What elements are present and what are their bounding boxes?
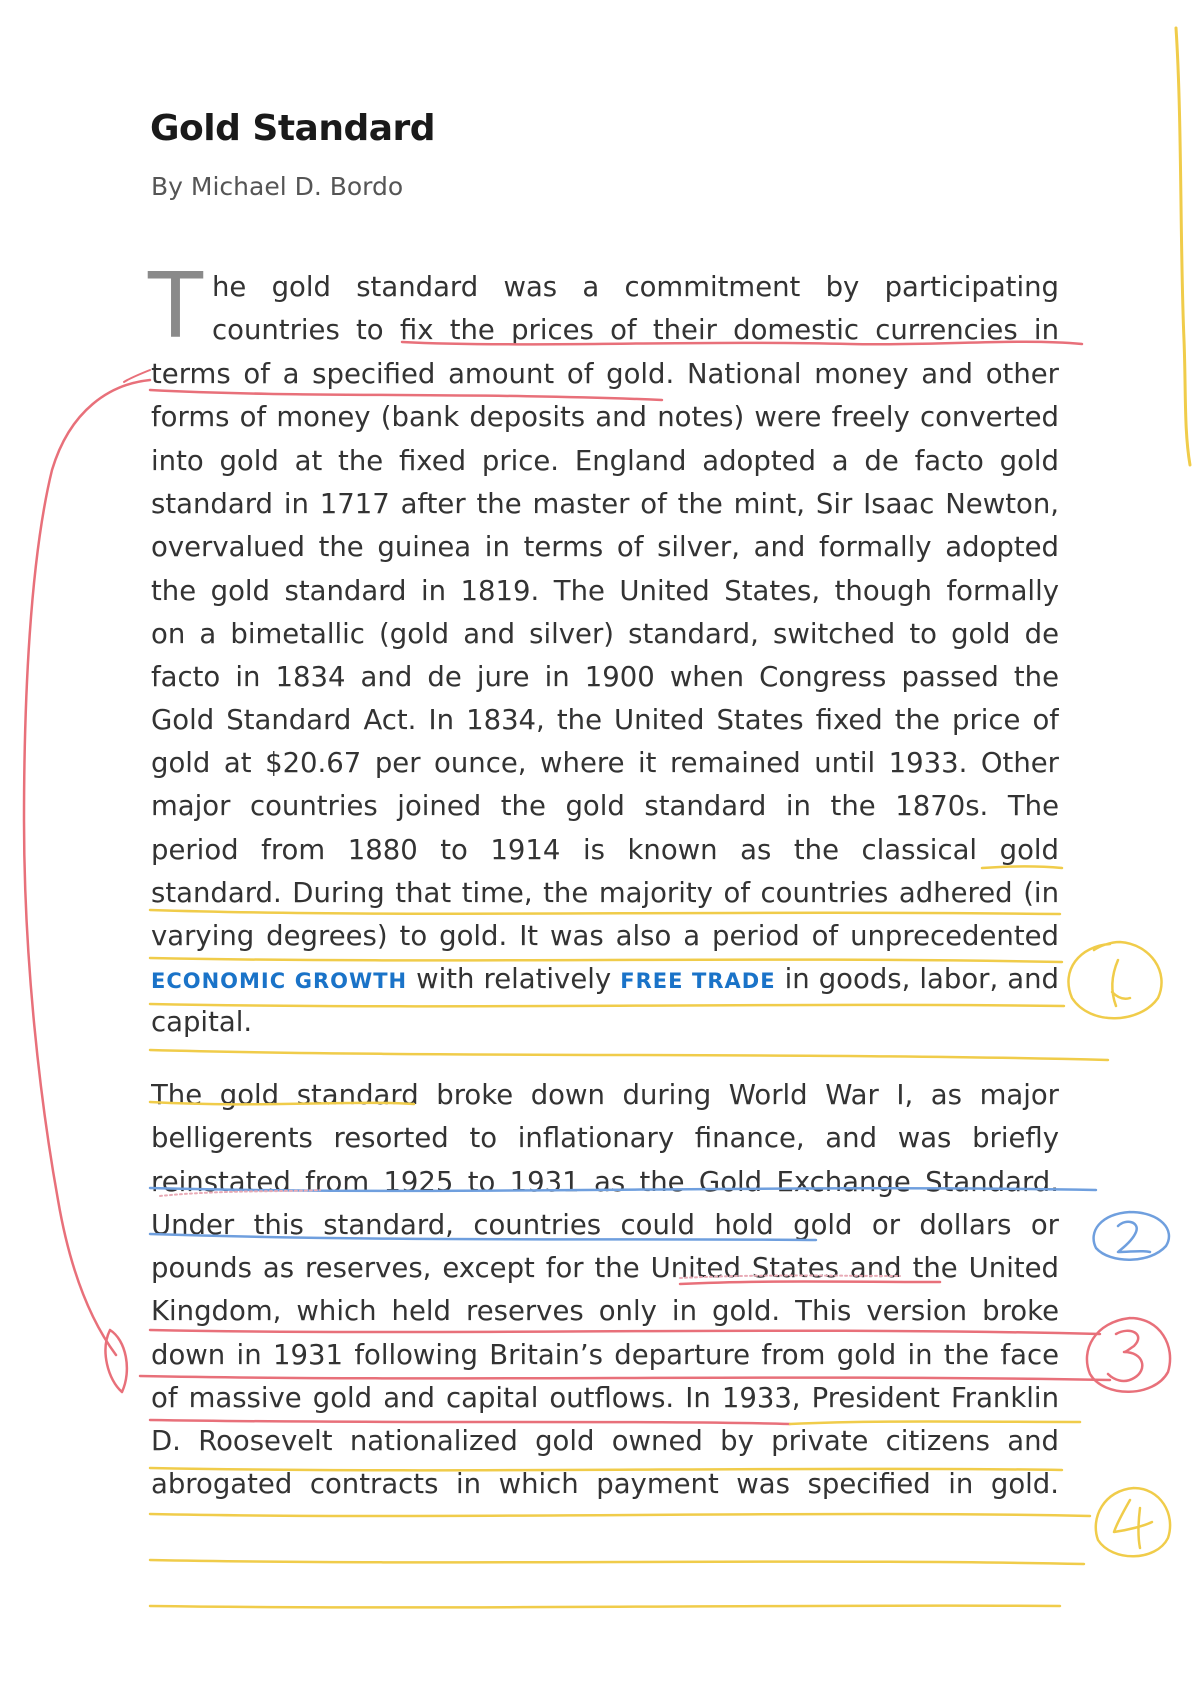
paragraph-1-line: the gold standard in 1819. The United States, though formally xyxy=(151,575,1059,607)
paragraph-2-line: reinstated from 1925 to 1931 as the Gold Exchange Standard. xyxy=(151,1166,1059,1198)
paragraph-2-line: abrogated contracts in which payment was specified in gold. xyxy=(151,1468,1059,1500)
paragraph-1-line: overvalued the guinea in terms of silver, and formally adopted xyxy=(151,531,1059,563)
paragraph-1-line: on a bimetallic (gold and silver) standard, switched to gold de xyxy=(151,618,1059,650)
paragraph-2-line: The gold standard broke down during World War I, as major xyxy=(151,1079,1059,1111)
line-text: in goods, labor, and xyxy=(775,963,1059,995)
paragraph-2-line: belligerents resorted to inflationary finance, and was briefly xyxy=(151,1122,1059,1154)
paragraph-1-last-line: capital. xyxy=(151,1006,253,1038)
link-economic-growth[interactable]: ECONOMIC GROWTH xyxy=(151,969,408,993)
paragraph-2-line: D. Roosevelt nationalized gold owned by private citizens and xyxy=(151,1425,1059,1457)
paragraph-1-line: terms of a specified amount of gold. National money and other xyxy=(151,358,1059,390)
paragraph-2-line: of massive gold and capital outflows. In 1933, President Franklin xyxy=(151,1382,1059,1414)
paragraph-2-line: pounds as reserves, except for the United States and the United xyxy=(151,1252,1059,1284)
drop-cap: T xyxy=(148,254,203,359)
paragraph-1-line-with-links xyxy=(151,959,1059,999)
article-title: Gold Standard xyxy=(150,108,436,149)
paragraph-1-line: facto in 1834 and de jure in 1900 when Congress passed the xyxy=(151,661,1059,693)
paragraph-1-line: standard in 1717 after the master of the mint, Sir Isaac Newton, xyxy=(151,488,1059,520)
paragraph-1-line: Gold Standard Act. In 1834, the United States fixed the price of xyxy=(151,704,1059,736)
paragraph-1-line: period from 1880 to 1914 is known as the classical gold xyxy=(151,834,1059,866)
line-text: with relatively xyxy=(407,963,621,995)
paragraph-1-line: into gold at the fixed price. England adopted a de facto gold xyxy=(151,445,1059,477)
paragraph-1-line: major countries joined the gold standard in the 1870s. The xyxy=(151,790,1059,822)
paragraph-2-line: Under this standard, countries could hold gold or dollars or xyxy=(151,1209,1059,1241)
paragraph-1-line: forms of money (bank deposits and notes) were freely converted xyxy=(151,401,1059,433)
link-free-trade[interactable]: FREE TRADE xyxy=(620,969,776,993)
paragraph-1-line: he gold standard was a commitment by participating xyxy=(212,271,1059,303)
paragraph-2-line: Kingdom, which held reserves only in gold. This version broke xyxy=(151,1295,1059,1327)
article-author: By Michael D. Bordo xyxy=(151,172,404,201)
paragraph-1-line: varying degrees) to gold. It was also a period of unprecedented xyxy=(151,920,1059,952)
paragraph-1-line: countries to fix the prices of their domestic currencies in xyxy=(212,314,1059,346)
paragraph-1-line: gold at $20.67 per ounce, where it remained until 1933. Other xyxy=(151,747,1059,779)
paragraph-2-line: down in 1931 following Britain’s departure from gold in the face xyxy=(151,1339,1059,1371)
paragraph-1-line: standard. During that time, the majority of countries adhered (in xyxy=(151,877,1059,909)
